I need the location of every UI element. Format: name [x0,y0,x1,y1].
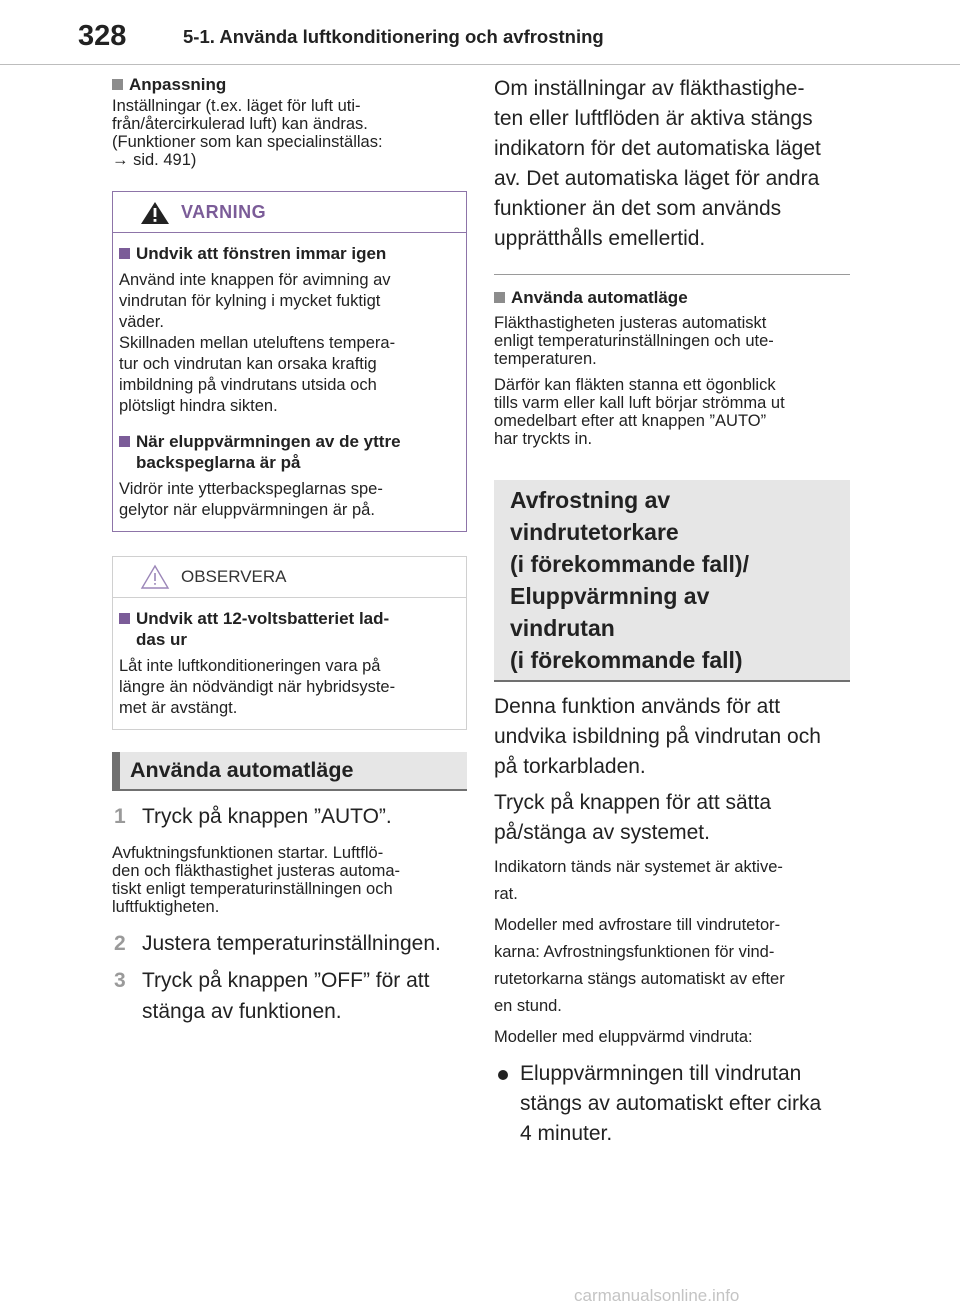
step-3 [112,965,467,1027]
bullet-dot-icon [498,1070,508,1080]
notice-triangle-icon [140,564,170,590]
defrost-paragraph-1: Denna funktion används för att undvika isbildning på vindrutan och på torkarbladen. [494,695,821,778]
defrost-note-1: Indikatorn tänds när systemet är aktive- rat. [494,858,783,903]
step-1-note: Avfuktningsfunktionen startar. Luftflö- den och fläkthastighet justeras automa- tiskt enligt temperaturinställningen och luftfuktigheten. [112,844,401,916]
page-number: 328 [78,20,127,52]
header-divider [0,64,960,65]
step-number: 1 [114,805,126,828]
step-text: Tryck på knappen ”OFF” för att stänga av funktionen. [142,969,430,1023]
section-heading-auto: Använda automatläge [112,752,467,791]
bullet-text: Eluppvärmningen till vindrutan stängs av automatiskt efter cirka 4 minuter. [520,1062,822,1145]
step-number: 2 [114,932,126,955]
defrost-note-3: Modeller med eluppvärmd vindruta: [494,1028,753,1046]
square-bullet-icon [494,292,505,303]
notice-header [113,557,466,598]
warning-label: VARNING [181,202,267,222]
step-number: 3 [114,969,126,992]
warning-text-2: Vidrör inte ytterbackspeglarnas spe- gelytor när eluppvärmningen är på. [119,480,383,519]
square-bullet-icon [119,613,130,624]
warning-subheading-1: Undvik att fönstren immar igen [119,243,460,264]
left-column [112,74,467,1027]
square-bullet-icon [119,436,130,447]
square-bullet-icon [119,248,130,259]
notice-text-1: Låt inte luftkonditioneringen vara på längre än nödvändigt när hybridsyste- met är avstängt. [119,657,396,717]
warning-text-1: Använd inte knappen för avimning av vindrutan för kylning i mycket fuktigt väder. Skillnaden mellan uteluftens tempera- tur och vindrutan kan orsaka kraftig imbildning på vindrutans utsida och plötsligt hindra sikten. [119,271,396,415]
notice-box [112,556,467,730]
auto-mode-heading [494,287,850,308]
divider-rule [494,274,850,275]
auto-mode-title: Använda automatläge [511,288,688,307]
warning-header [113,192,466,233]
watermark: carmanualsonline.info [574,1286,740,1305]
warning-subheading-2: När eluppvärmningen av de yttre backspeglarna är på [119,431,460,473]
chapter-title: 5-1. Använda luftkonditionering och avfrostning [183,26,604,47]
auto-mode-text-1: Fläkthastigheten justeras automatiskt enligt temperaturinställningen och ute- temperaturen. [494,314,774,368]
defrost-note-2: Modeller med avfrostare till vindrutetor- karna: Avfrostningsfunktionen för vind- rutetorkarna stängs automatiskt av efter en stund. [494,916,785,1015]
notice-subheading-1: Undvik att 12-voltsbatteriet lad- das ur [119,608,460,650]
anpassning-text: Inställningar (t.ex. läget för luft uti- från/återcirkulerad luft) kan ändras. (Funktioner som kan specialinställas: → sid. 491) [112,97,383,169]
bullet-item [494,1059,850,1149]
anpassning-title: Anpassning [129,75,227,94]
step-text: Justera temperaturinställningen. [142,932,441,955]
auto-mode-text-2: Därför kan fläkten stanna ett ögonblick tills varm eller kall luft börjar strömma ut omedelbart efter att knappen ”AUTO” har tryckts in. [494,376,785,448]
defrost-paragraph-2: Tryck på knappen för att sätta på/stänga av systemet. [494,791,772,844]
step-1 [112,801,467,832]
notice-label: OBSERVERA [181,567,287,586]
right-column [494,74,850,1149]
warning-box [112,191,467,532]
intro-paragraph: Om inställningar av fläkthastighe- ten eller luftflöden är aktiva stängs indikatorn för det automatiska läget av. Det automatiska läget för andra funktioner än det som används upprätthålls emellertid. [494,77,821,250]
warning-triangle-icon [140,201,170,225]
step-2 [112,928,467,959]
step-text: Tryck på knappen ”AUTO”. [142,805,392,828]
anpassning-heading [112,74,467,95]
section-heading-defrost: Avfrostning av vindrutetorkare (i förekommande fall)/ Eluppvärmning av vindrutan (i förekommande fall) [494,480,850,682]
square-bullet-icon [112,79,123,90]
